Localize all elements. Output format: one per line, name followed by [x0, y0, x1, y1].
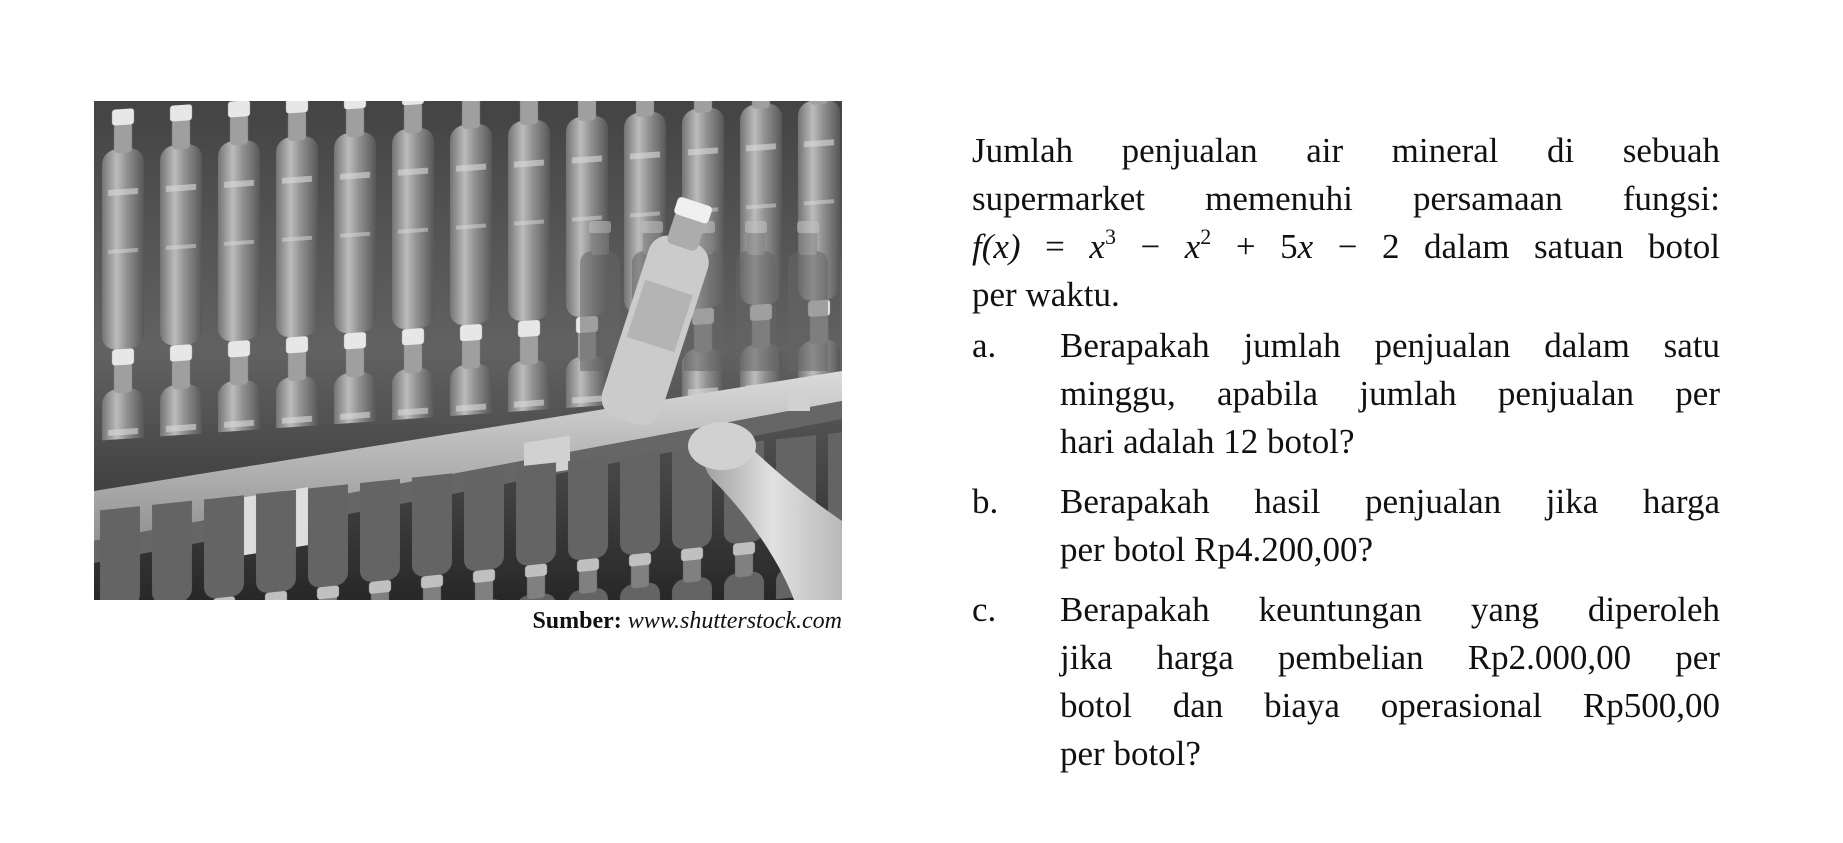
question-item-c — [972, 586, 1720, 778]
intro-line: per waktu. — [972, 275, 1120, 314]
formula-eq: = — [1020, 227, 1090, 266]
question-text — [1060, 586, 1720, 778]
formula-unit: dalam satuan botol — [1399, 227, 1720, 266]
formula-exp2: 2 — [1200, 224, 1212, 249]
formula-minus-const: − 2 — [1313, 227, 1400, 266]
question-item-a — [972, 322, 1720, 466]
caption-label: Sumber: — [532, 608, 622, 634]
question-line: per botol Rp4.200,00? — [1060, 530, 1374, 569]
problem-statement — [972, 127, 1720, 790]
question-line: minggu, apabila jumlah penjualan per — [1060, 374, 1720, 413]
question-marker: b. — [972, 482, 999, 521]
bottle-shelf-photo — [94, 101, 842, 600]
formula-x: x — [1184, 227, 1201, 266]
question-line: Berapakah jumlah penjualan dalam satu — [1060, 326, 1720, 365]
bottle-shelf-illustration — [94, 101, 842, 600]
question-list — [972, 322, 1720, 778]
question-line: jika harga pembelian Rp2.000,00 per — [1060, 638, 1720, 677]
formula-plus: + 5 — [1211, 227, 1298, 266]
formula-x: x — [1089, 227, 1105, 266]
question-line: per botol? — [1060, 734, 1201, 773]
problem-intro — [972, 127, 1720, 319]
caption-source: www.shutterstock.com — [627, 608, 842, 634]
question-text — [1060, 322, 1720, 466]
intro-line: Jumlah penjualan air mineral di sebuah — [972, 131, 1720, 170]
intro-line: supermarket memenuhi persamaan fungsi: — [972, 179, 1720, 218]
question-line: hari adalah 12 botol? — [1060, 422, 1355, 461]
question-line: botol dan biaya operasional Rp500,00 — [1060, 686, 1720, 725]
question-item-b — [972, 478, 1720, 574]
question-line: Berapakah keuntungan yang diperoleh — [1060, 590, 1720, 629]
function-formula — [972, 223, 1720, 271]
photo-caption — [94, 605, 842, 637]
formula-exp3: 3 — [1104, 224, 1116, 249]
question-marker: c. — [972, 590, 997, 629]
question-line: Berapakah hasil penjualan jika harga — [1060, 482, 1720, 521]
formula-minus: − — [1115, 227, 1185, 266]
question-marker: a. — [972, 326, 997, 365]
formula-fx: f(x) — [972, 227, 1021, 266]
formula-x: x — [1297, 227, 1314, 266]
question-text — [1060, 478, 1720, 574]
